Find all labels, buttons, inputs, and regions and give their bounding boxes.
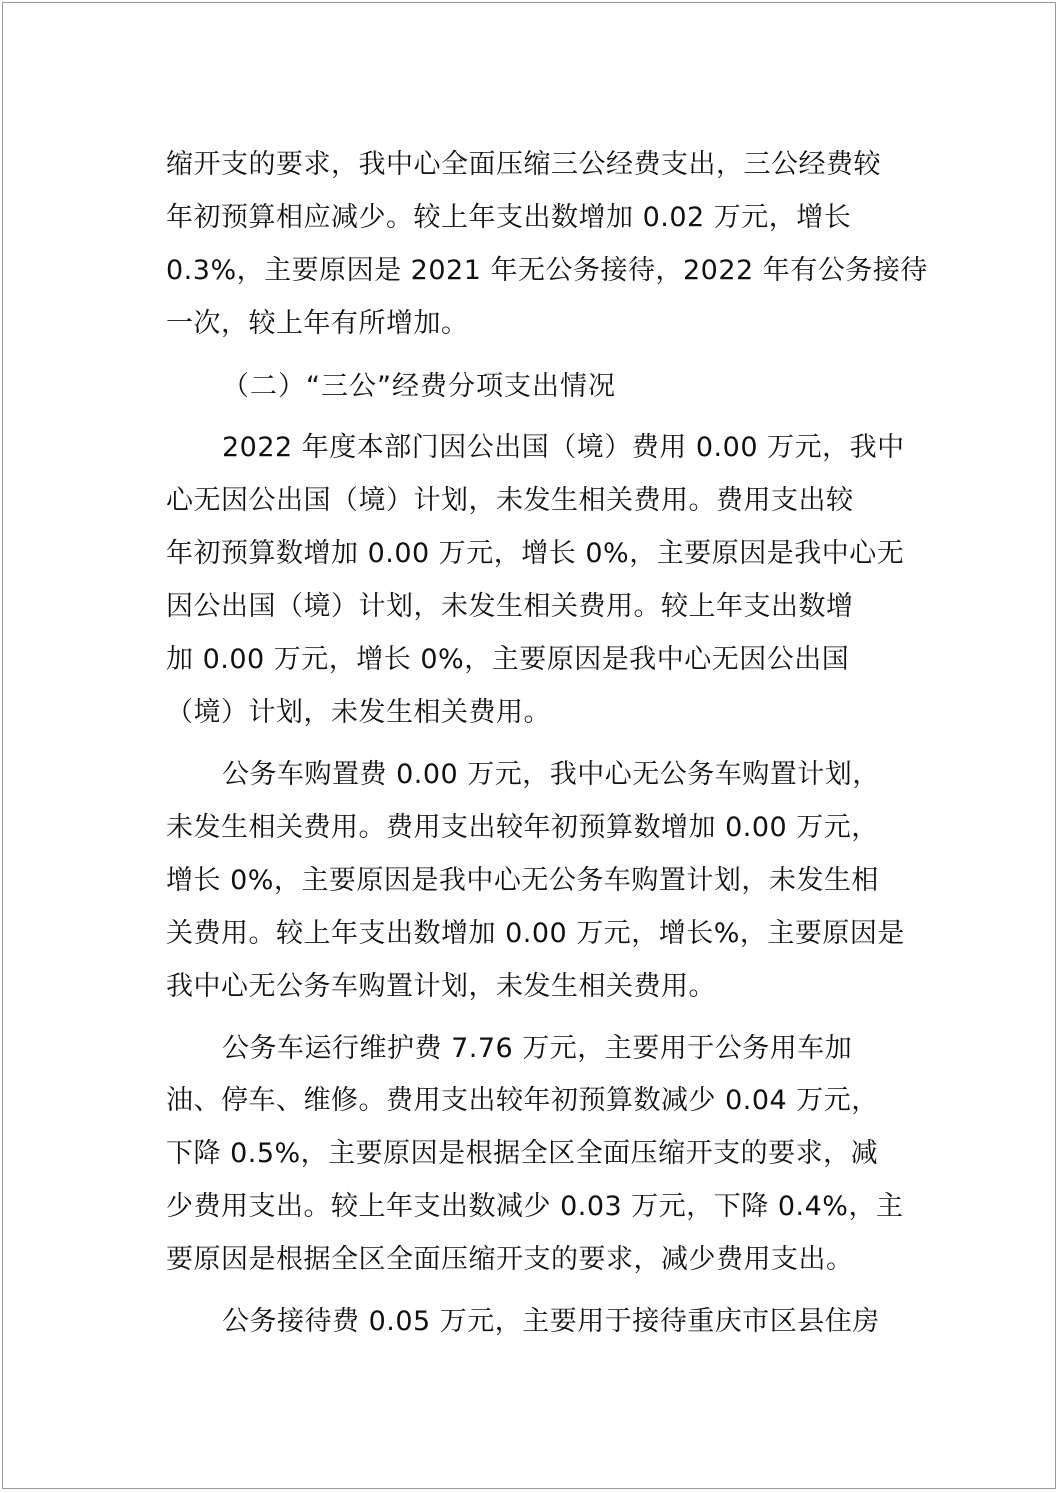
paragraph-line: 增长 0%，主要原因是我中心无公务车购置计划，未发生相 <box>166 865 879 896</box>
paragraph-line: （境）计划，未发生相关费用。 <box>166 697 551 728</box>
paragraph-line: 油、停车、维修。费用支出较年初预算数减少 0.04 万元， <box>166 1085 879 1116</box>
paragraph-line: 关费用。较上年支出数增加 0.00 万元，增长%，主要原因是 <box>166 918 905 949</box>
paragraph-line: 加 0.00 万元，增长 0%，主要原因是我中心无因公出国 <box>166 644 850 675</box>
paragraph-line: 下降 0.5%，主要原因是根据全区全面压缩开支的要求，减 <box>166 1138 879 1169</box>
paragraph-line: 我中心无公务车购置计划，未发生相关费用。 <box>166 971 716 1002</box>
paragraph-line: 少费用支出。较上年支出数减少 0.03 万元，下降 0.4%，主 <box>166 1191 904 1222</box>
paragraph-line: 一次，较上年有所增加。 <box>166 308 469 339</box>
paragraph-line: 心无因公出国（境）计划，未发生相关费用。费用支出较 <box>166 485 854 516</box>
paragraph-line: 年初预算相应减少。较上年支出数增加 0.02 万元，增长 <box>166 202 852 233</box>
paragraph-line: 公务车购置费 0.00 万元，我中心无公务车购置计划， <box>222 759 880 790</box>
paragraph-line: 要原因是根据全区全面压缩开支的要求，减少费用支出。 <box>166 1244 854 1275</box>
paragraph-line: 0.3%，主要原因是 2021 年无公务接待，2022 年有公务接待 <box>166 255 928 286</box>
paragraph-line: 公务车运行维护费 7.76 万元，主要用于公务用车加 <box>222 1033 853 1064</box>
paragraph-line: 未发生相关费用。费用支出较年初预算数增加 0.00 万元， <box>166 812 879 843</box>
paragraph-line: 公务接待费 0.05 万元，主要用于接待重庆市区县住房 <box>222 1306 880 1337</box>
paragraph-line: 2022 年度本部门因公出国（境）费用 0.00 万元，我中 <box>222 432 905 463</box>
paragraph-line: 缩开支的要求，我中心全面压缩三公经费支出，三公经费较 <box>166 149 881 180</box>
section-heading: （二）“三公”经费分项支出情况 <box>222 371 616 402</box>
paragraph-line: 因公出国（境）计划，未发生相关费用。较上年支出数增 <box>166 591 854 622</box>
paragraph-line: 年初预算数增加 0.00 万元，增长 0%，主要原因是我中心无 <box>166 538 905 569</box>
